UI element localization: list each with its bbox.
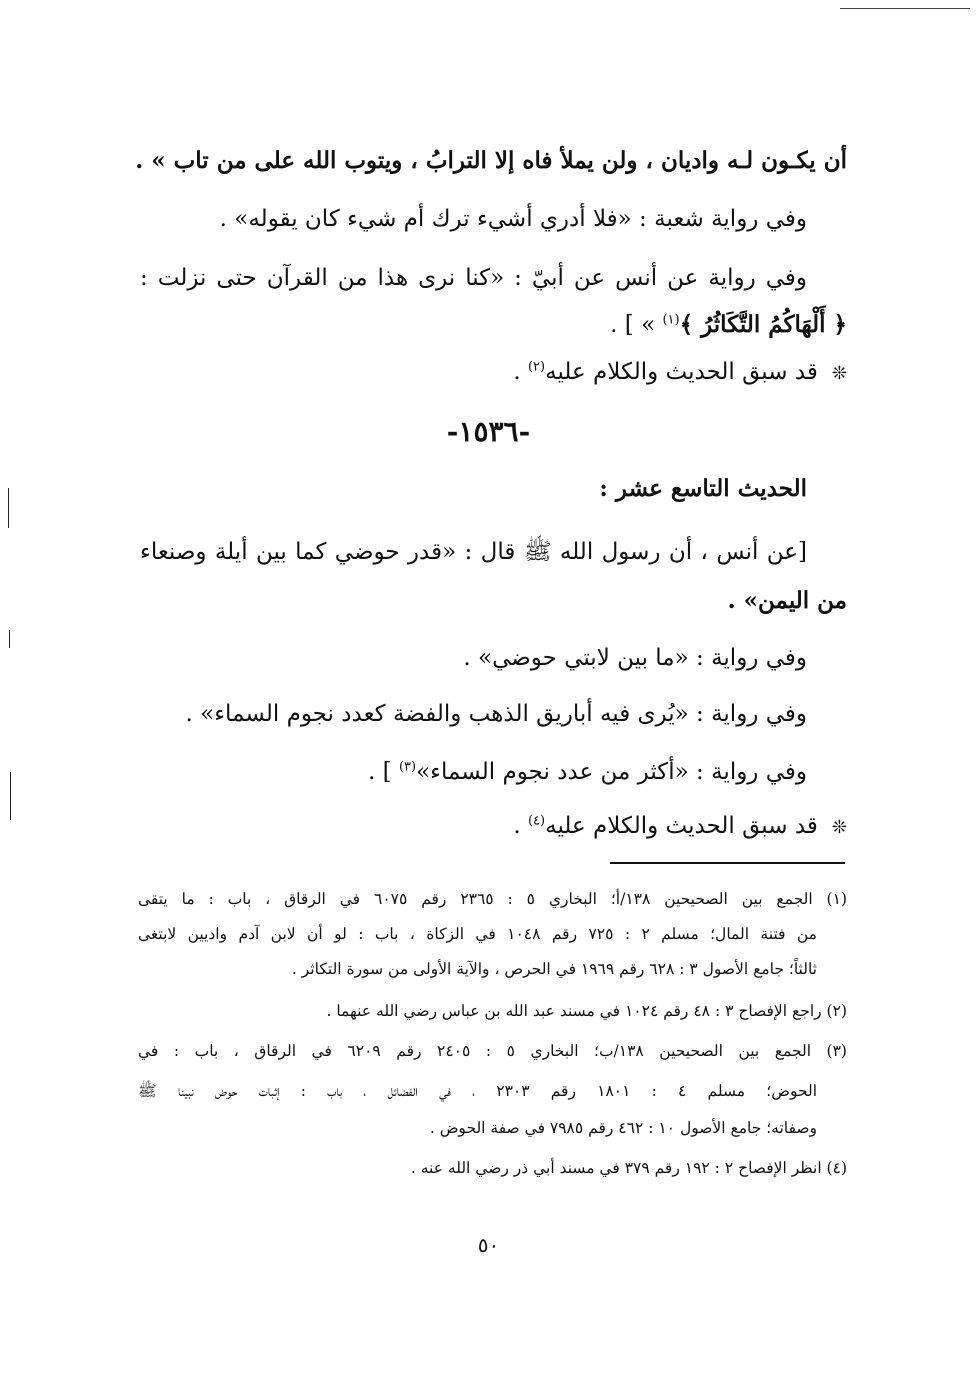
section-title: الحديث التاسع عشر : [599,475,807,502]
body-text: وفي رواية : «أكثر من عدد نجوم السماء» [416,759,807,785]
footnote-1: (١) الجمع بين الصحيحين ١٣٨/أ؛ البخاري ٥ : ٢٣٦٥ رقم ٦٠٧٥ في الرقاق ، باب : ما يتقى [138,890,847,908]
footnote-3: (٣) الجمع بين الصحيحين ١٣٨/ب؛ البخاري ٥ : ٢٤٠٥ رقم ٦٢٠٩ في الرقاق ، باب : في [138,1042,847,1060]
body-line: وفي رواية شعبة : «فلا أدري أشيء ترك أم شيء كان يقوله» . [219,206,807,232]
footnote-ref: (٤) [527,813,546,829]
footnote-ref: (٣) [398,759,417,775]
body-line: وفي رواية : «ما بين لابتي حوضي» . [463,645,807,671]
footnote-4: (٤) انظر الإفصاح ٢ : ١٩٢ رقم ٣٧٩ في مسند أبي ذر رضي الله عنه . [410,1159,847,1177]
body-line: أن يكـون لـه واديان ، ولن يملأ فاه إلا الترابُ ، ويتوب الله على من تاب » . [135,147,847,174]
body-line [140,806,847,848]
body-text: ] . [368,759,399,785]
footnote-1-cont: ثالثاً؛ جامع الأصول ٣ : ٦٢٨ رقم ١٩٦٩ في الحرص ، والآية الأولى من سورة التكاثر . [291,960,817,978]
scan-edge-tick [840,8,970,9]
body-text: . [513,813,528,839]
footnote-ref: (٢) [527,359,546,375]
footnote-separator [610,862,845,864]
body-line: وفي رواية عن أنس عن أبيّ : «كنا نرى هذا من القرآن حتى نزلت : [140,265,807,291]
body-text: . [513,359,528,385]
body-text: قد سبق الحديث والكلام عليه [545,359,818,385]
footnote-2: (٢) راجع الإفصاح ٣ : ٤٨ رقم ١٠٢٤ في مسند عبد الله بن عباس رضي الله عنهما . [326,1002,847,1020]
body-text: » ] . [610,312,663,338]
scan-edge-mark [8,488,9,528]
body-line: من اليمن» . [727,587,847,614]
footnote-1-cont: من فتنة المال؛ مسلم ٢ : ٧٢٥ رقم ١٠٤٨ في الزكاة ، باب : لو أن لابن آدم واديين لابتغى [138,925,817,943]
star-ornament-icon: ❊ [831,363,847,384]
scan-edge-mark [10,772,11,820]
footnote-3-cont: وصفاته؛ جامع الأصول ١٠ : ٤٦٢ رقم ٧٩٨٥ في صفة الحوض . [429,1119,817,1137]
body-line: [عن أنس ، أن رسول الله ﷺ قال : «قدر حوضي كما بين أيلة وصنعاء [140,539,807,565]
footnote-ref: (١) [662,312,680,328]
body-text: قد سبق الحديث والكلام عليه [545,813,818,839]
page-number: ٥٠ [477,1233,500,1257]
star-ornament-icon: ❊ [831,817,847,838]
quran-verse: ﴿ أَلْهَاكُمُ التَّكَاثُرُ ﴾ [679,311,847,338]
body-line: وفي رواية : «يُرى فيه أباريق الذهب والفضة كعدد نجوم السماء» . [185,701,807,727]
hadith-number: -١٥٣٦- [446,415,531,448]
footnote-3-cont: الحوض؛ مسلم ٤ : ١٨٠١ رقم ٢٣٠٣ ، في الفضائل ، باب : إثبات حوض نبينا ﷺ [138,1082,817,1100]
body-line [140,752,807,792]
body-line [140,305,847,345]
scan-edge-mark [9,630,10,648]
body-line [140,352,847,394]
